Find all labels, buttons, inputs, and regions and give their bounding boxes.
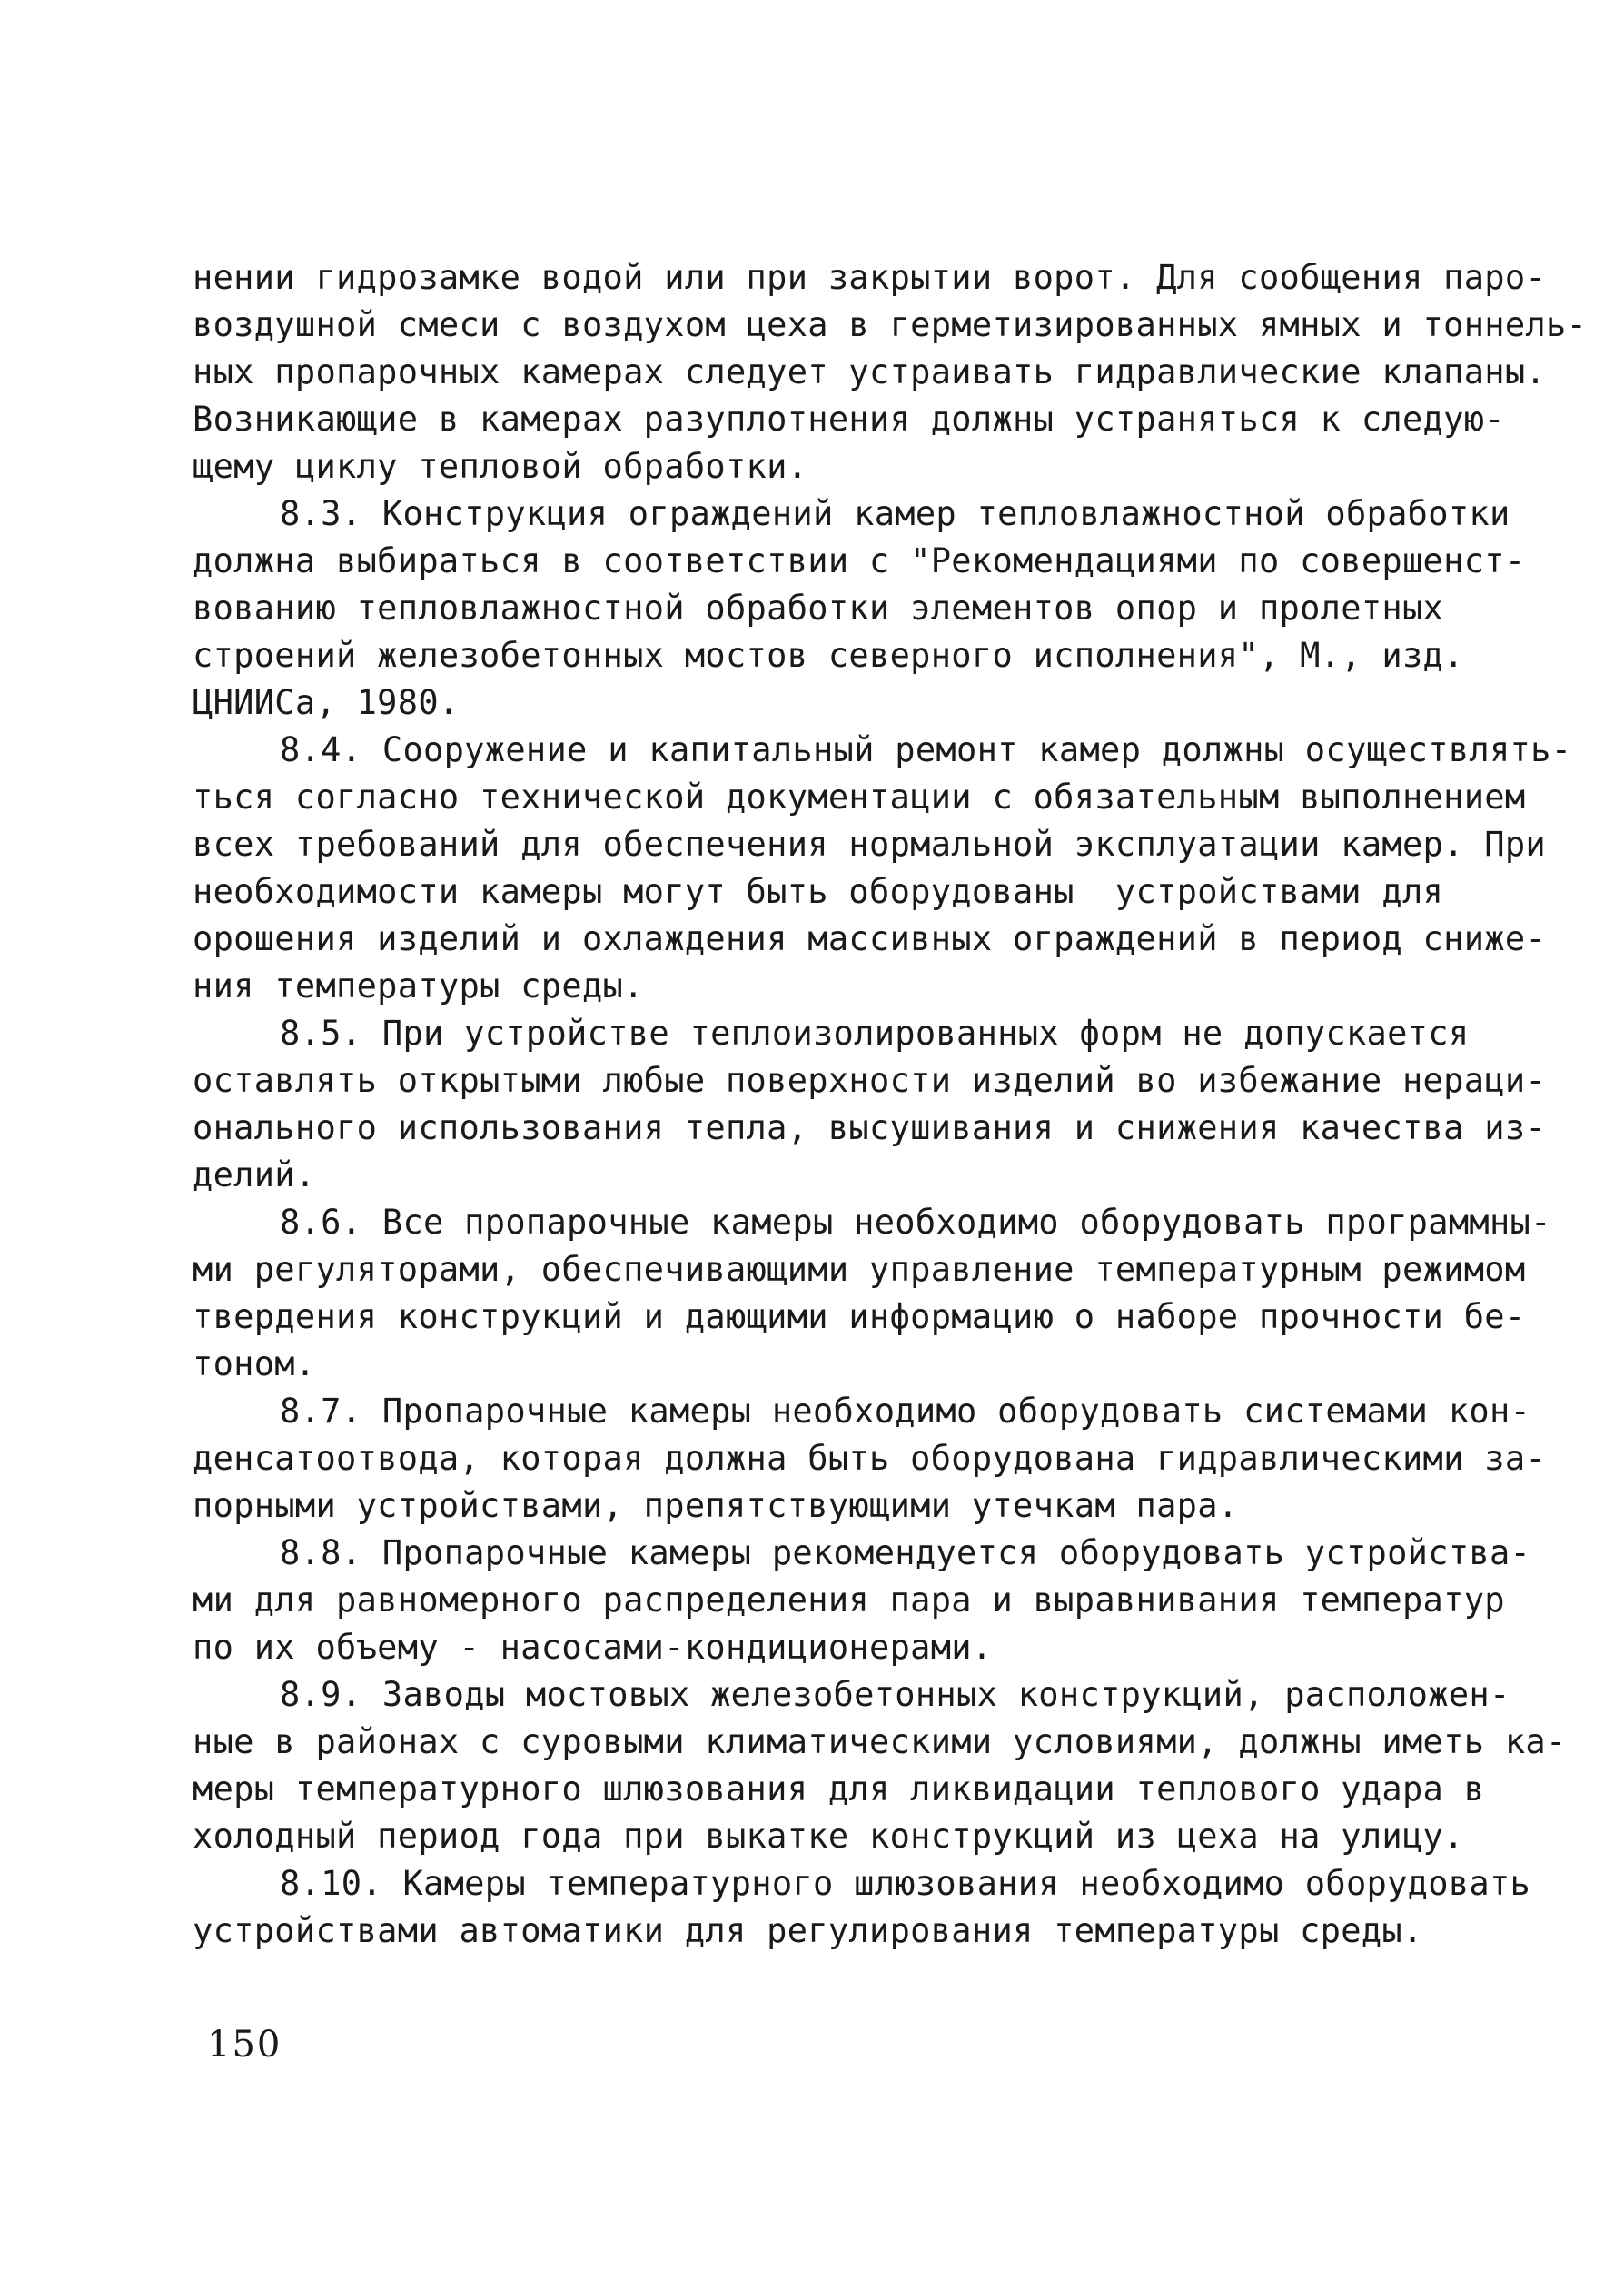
text-line: необходимости камеры могут быть оборудованы устройствами для [193,872,1444,911]
text-line: порными устройствами, препятствующими утечкам пара. [193,1486,1239,1525]
section-8-4-heading-line: 8.4. Сооружение и капитальный ремонт камер должны осуществлять- [280,730,1572,769]
text-line: должна выбираться в соответствии с "Рекомендациями по совершенст- [193,541,1526,580]
section-8-9-heading-line: 8.9. Заводы мостовых железобетонных конструкций, расположен- [280,1675,1510,1714]
section-8-6-heading-line: 8.6. Все пропарочные камеры необходимо оборудовать программны- [280,1203,1551,1242]
text-line: ЦНИИСа, 1980. [193,683,460,722]
text-line: оставлять открытыми любые поверхности изделий во избежание нераци- [193,1061,1547,1100]
text-line: щему циклу тепловой обработки. [193,447,808,486]
text-line: твердения конструкций и дающими информацию о наборе прочности бе- [193,1297,1526,1336]
text-line: тоном. [193,1344,316,1383]
section-8-3-heading-line: 8.3. Конструкция ограждений камер тепловлажностной обработки [280,494,1510,533]
text-line: строений железобетонных мостов северного исполнения", М., изд. [193,636,1464,675]
page-number: 150 [207,2024,282,2066]
text-line: нении гидрозамке водой или при закрытии ворот. Для сообщения паро- [193,258,1547,297]
section-8-7-heading-line: 8.7. Пропарочные камеры необходимо оборудовать системами кон- [280,1392,1531,1431]
section-8-5-heading-line: 8.5. При устройстве теплоизолированных форм не допускается [280,1014,1470,1053]
section-8-8-heading-line: 8.8. Пропарочные камеры рекомендуется оборудовать устройства- [280,1533,1531,1572]
text-line: холодный период года при выкатке конструкций из цеха на улицу. [193,1817,1464,1856]
text-line: онального использования тепла, высушивания и снижения качества из- [193,1108,1547,1147]
text-line: устройствами автоматики для регулирования температуры среды. [193,1911,1423,1950]
text-line: вованию тепловлажностной обработки элементов опор и пролетных [193,589,1444,628]
text-line: ми для равномерного распределения пара и выравнивания температур [193,1580,1505,1620]
text-line: Возникающие в камерах разуплотнения должны устраняться к следую- [193,400,1505,439]
text-line: делий. [193,1155,316,1194]
text-line: меры температурного шлюзования для ликвидации теплового удара в [193,1769,1485,1808]
text-line: ные в районах с суровыми климатическими условиями, должны иметь ка- [193,1722,1567,1761]
text-line: воздушной смеси с воздухом цеха в герметизированных ямных и тоннель- [193,305,1588,344]
text-line: ться согласно технической документации с обязательным выполнением [193,778,1526,817]
text-line: ния температуры среды. [193,966,644,1006]
text-line: ми регуляторами, обеспечивающими управление температурным режимом [193,1250,1526,1289]
text-line: орошения изделий и охлаждения массивных ограждений в период снижe- [193,919,1547,958]
section-8-10-heading-line: 8.10. Камеры температурного шлюзования необходимо оборудовать [280,1864,1531,1903]
text-line: ных пропарочных камерах следует устраивать гидравлические клапаны. [193,352,1547,391]
body-text [193,254,1588,1955]
text-line: денсатоотвода, которая должна быть оборудована гидравлическими за- [193,1439,1547,1478]
text-line: по их объему - насосами-кондиционерами. [193,1628,993,1667]
text-line: всех требований для обеспечения нормальной эксплуатации камер. При [193,825,1547,864]
